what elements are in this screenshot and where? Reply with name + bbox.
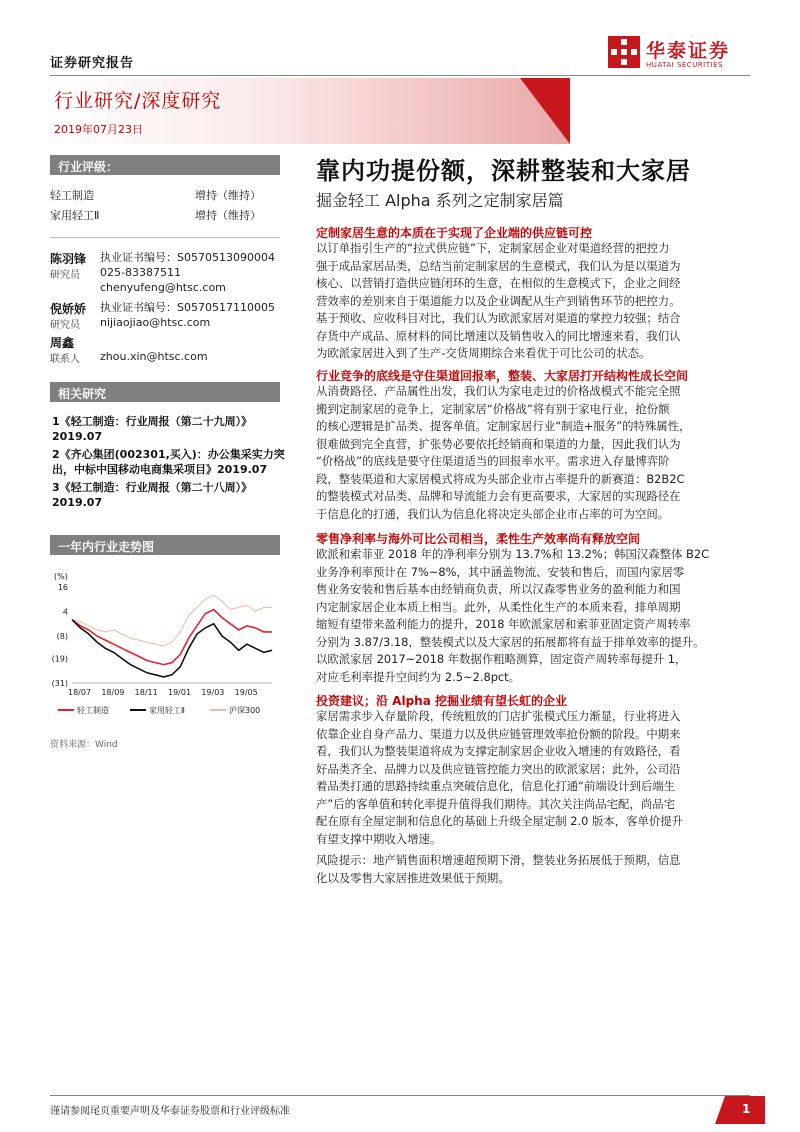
text-line: 产”后的客单值和转化率提升值得我们期待。其次关注尚品宅配，尚品宅 [316, 796, 676, 811]
text-line: 看，我们认为整装渠道将成为支撑定制家居企业收入增速的有效路径，看 [316, 744, 681, 758]
x-tick-label: 18/11 [134, 688, 158, 697]
sidebar-rule [50, 237, 280, 238]
text-line: 化以及零售大家居推进效果低于预期。 [316, 870, 510, 885]
analyst-role: 联系人 [50, 354, 80, 365]
text-line: 于信息化的打通，我们认为信息化将决定头部企业市占率的可为空间。 [316, 506, 670, 521]
cert-label: 执业证书编号： [100, 301, 177, 314]
legend-label: 家用轻工Ⅱ [149, 706, 185, 715]
cert-number: S0570517110005 [177, 301, 275, 314]
related-item[interactable]: 3《轻工制造：行业周报（第二十八周）》 [52, 481, 253, 494]
report-category: 行业研究/深度研究 [54, 90, 222, 112]
rating-value: 增持（维持） [195, 189, 261, 202]
y-tick-label: (19) [51, 654, 68, 664]
rating-header: 行业评级： [50, 155, 280, 175]
text-line: 段，整装渠道和大家居模式将成为头部企业市占率提升的新赛道：B2B2C [316, 471, 685, 486]
related-item-date: 2019.07 [52, 430, 103, 443]
text-line: 分别为 3.87/3.18，整装模式以及大家居的拓展都将有益于排单效率的提升。 [316, 634, 705, 649]
text-line: 的整装模式对品类、品牌和导流能力会有更高要求，大家居的实现路径在 [316, 489, 681, 503]
text-line: 从消费路径、产品属性出发，我们认为家电走过的价格战模式不能完全照 [316, 384, 681, 398]
report-type: 证券研究报告 [50, 56, 135, 71]
section-body [316, 708, 750, 848]
trend-chart-header: 一年内行业走势图 [50, 535, 280, 555]
text-line: 内定制家居企业本质上相当。此外，从柔性化生产的本质来看，排单周期 [316, 599, 681, 614]
text-line: 营效率的差别来自于渠道能力以及企业调配从生产到销售环节的把控力。 [316, 293, 681, 308]
trend-chart [50, 565, 282, 725]
text-line: 以订单指引生产的“拉式供应链”下，定制家居企业对渠道经营的把控力 [316, 241, 670, 255]
related-item[interactable]: 2《齐心集团(002301,买入)：办公集采实力突 [52, 448, 285, 461]
header-red-triangle [520, 78, 570, 144]
text-line: 核心、以营销打造供应链闭环的生意，在相似的生意模式下，企业之间经 [316, 276, 681, 290]
huatai-logo-icon [608, 36, 640, 68]
text-line: 家居需求步入存量阶段，传统粗放的门店扩张模式压力渐显，行业将进入 [316, 709, 681, 723]
text-line: 售业务安装和售后基本由经销商负责，所以汉森零售业务的盈利能力和国 [316, 582, 681, 596]
text-line: 配在原有全屋定制和信息化的基础上升级全屋定制 2.0 版本，客单价提升 [316, 814, 684, 828]
text-line: 强于成品家居品类，总结当前定制家居的生意模式，我们认为是以渠道为 [316, 258, 681, 273]
page-number-tab [715, 1096, 765, 1124]
analyst-name: 倪娇娇 [50, 302, 87, 316]
x-tick-label: 19/05 [234, 688, 258, 697]
chart-source: 资料来源：Wind [50, 740, 118, 750]
section-heading: 零售净利率与海外可比公司相当，柔性生产效率尚有释放空间 [316, 532, 641, 546]
text-line: 为欧派家居进入到了生产-交货周期综合来看优于可比公司的状态。 [316, 346, 651, 360]
report-date: 2019年07月23日 [54, 123, 143, 136]
series-line-0 [72, 610, 272, 665]
analyst-email[interactable]: nijiaojiao@htsc.com [100, 316, 211, 329]
analyst-name: 陈羽锋 [50, 252, 87, 266]
logo-text-cn: 华泰证券 [646, 40, 731, 62]
text-line: 好品类齐全、品牌力以及供应链管控能力突出的欧派家居；此外，公司沿 [316, 761, 681, 776]
cert-label: 执业证书编号： [100, 251, 177, 264]
risk-warning [316, 852, 750, 887]
related-item-date: 2019.07 [52, 496, 103, 509]
y-tick-label: 16 [57, 583, 68, 592]
y-tick-label: (31) [51, 679, 68, 688]
logo-text-en: HUATAI SECURITIES [646, 61, 723, 69]
section-heading: 定制家居生意的本质在于实现了企业端的供应链可控 [316, 226, 593, 240]
text-line: 基于预收、应收科目对比，我们认为欧派家居对渠道的掌控力较强；结合 [316, 311, 681, 325]
report-subtitle: 掘金轻工 Alpha 系列之定制家居篇 [316, 191, 564, 210]
text-line: 欧派和索菲亚 2018 年的净利率分别为 13.7%和 13.2%；韩国汉森整体 B2C [316, 547, 710, 561]
text-line: 以欧派家居 2017~2018 年数据作粗略测算，固定资产周转率每提升 1， [316, 652, 687, 666]
text-line: 风险提示：地产销售面积增速超预期下滑，整装业务拓展低于预期，信息 [316, 853, 681, 867]
x-tick-label: 18/09 [101, 688, 125, 697]
report-title: 靠内功提份额，深耕整装和大家居 [316, 157, 691, 185]
cert-number: S0570513090004 [177, 251, 275, 264]
section-heading: 行业竞争的底线是守住渠道回报率，整装、大家居打开结构性成长空间 [316, 369, 689, 383]
rating-row [50, 207, 280, 223]
text-line: 对应毛利率提升空间约为 2.5~2.8pct。 [316, 669, 521, 684]
text-line: 业务净利率预计在 7%~8%，其中涵盖物流、安装和售后，而国内家居零 [316, 564, 685, 579]
legend-label: 沪深300 [229, 706, 261, 715]
text-line: 着品类打通的思路持续重点突破信息化，信息化打通“前端设计到后端生 [316, 779, 676, 793]
text-line: 缩短有望带来盈利能力的提升，2018 年欧派家居和索菲亚固定资产周转率 [316, 617, 691, 631]
text-line: 依靠企业自身产品力、渠道力以及供应链管理效率抢份额的阶段。中期来 [316, 726, 681, 741]
legend-label: 轻工制造 [77, 706, 109, 715]
text-line: 搬到定制家居的竞争上，定制家居“价格战”将有别于家电行业，抢份额 [316, 401, 670, 416]
text-line: 的核心逻辑是扩品类、提客单值。定制家居行业“制造+服务”的特殊属性， [316, 419, 691, 433]
rating-row [50, 187, 280, 203]
text-line: 存货中产成品、原材料的同比增速以及销售收入的同比增速来看，我们认 [316, 328, 681, 343]
rating-value: 增持（维持） [195, 209, 261, 222]
page-number: 1 [742, 1102, 751, 1116]
related-research-header: 相关研究 [50, 382, 280, 402]
footer-rule [50, 1095, 750, 1096]
related-item[interactable]: 1《轻工制造：行业周报（第二十九周）》 [52, 415, 253, 428]
rating-industry: 家用轻工Ⅱ [50, 209, 100, 222]
section-body [316, 546, 750, 686]
analyst-email[interactable]: chenyufeng@htsc.com [100, 281, 226, 294]
analyst-role: 研究员 [50, 320, 80, 331]
y-tick-label: 4 [62, 607, 68, 617]
rating-industry: 轻工制造 [50, 189, 94, 202]
analyst-role: 研究员 [50, 270, 80, 281]
footer-disclaimer: 谨请参阅尾页重要声明及华泰证券股票和行业评级标准 [50, 1106, 290, 1117]
section-heading: 投资建议；沿 Alpha 挖掘业绩有望长虹的企业 [316, 694, 567, 708]
text-line: “价格战”的底线是要守住渠道适当的回报率水平。需求进入存量博弈阶 [316, 454, 670, 468]
analyst-phone: 025-83387511 [100, 266, 181, 279]
y-tick-label: (8) [56, 632, 68, 642]
y-axis-unit: (%) [54, 572, 68, 581]
huatai-logo [608, 36, 753, 76]
analyst-name: 周鑫 [50, 336, 75, 350]
x-tick-label: 18/07 [68, 688, 92, 697]
x-tick-label: 19/03 [201, 688, 225, 697]
text-line: 有望支撑中期收入增速。 [316, 831, 442, 846]
x-tick-label: 19/01 [168, 688, 192, 697]
related-item[interactable]: 出，中标中国移动电商集采项目》2019.07 [52, 463, 268, 476]
analyst-email[interactable]: zhou.xin@htsc.com [100, 350, 208, 363]
text-line: 很难做到完全直营，扩张势必要依托经销商和渠道的力量，因此我们认为 [316, 436, 681, 451]
section-body [316, 240, 750, 363]
section-body [316, 383, 750, 523]
